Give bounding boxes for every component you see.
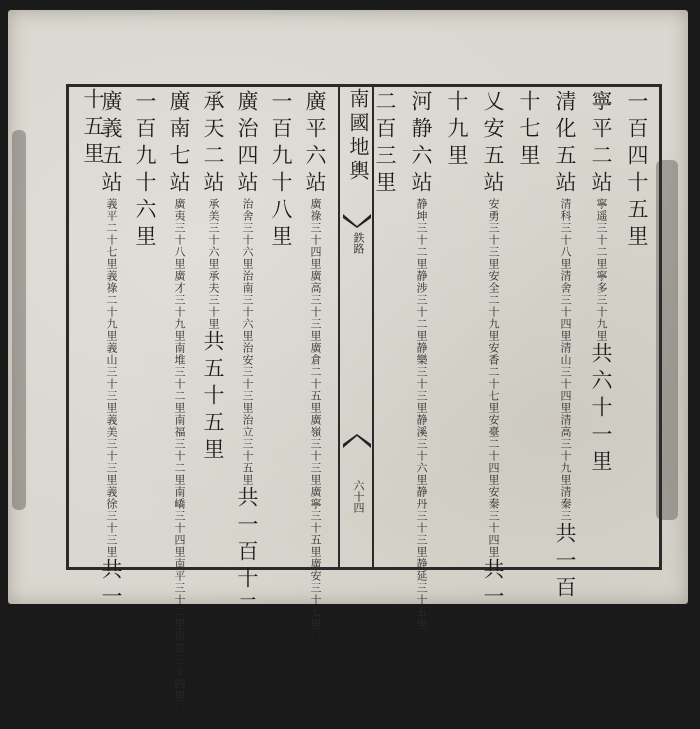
column-text-main: 乂安五站 xyxy=(481,90,505,198)
column-text-annotation: 清科三十八里清舍三十四里清山三十四里清高三十九里清秦三 xyxy=(559,198,572,522)
columns-right-6 xyxy=(410,90,431,657)
column-text-main: 十九里 xyxy=(445,90,469,171)
column-text-annotation: 寧遥三十二里寧多三十九里 xyxy=(595,198,608,342)
column-text-main: 廣治四站 xyxy=(235,90,259,198)
section-label: 鉄路 xyxy=(352,232,365,254)
column-text-main: 廣義五站 xyxy=(99,90,123,198)
page-number: 六十四 xyxy=(352,480,365,513)
column-text-annotation: 義平二十七里義祿二十九里義山三十三里義美三十三里義徐三十三里 xyxy=(105,198,118,558)
column-text-annotation: 安勇三十三里安全二十九里安香二十七里安臺二十四里安秦三十四里 xyxy=(487,198,500,558)
column-text-main: 廣平六站 xyxy=(303,90,327,198)
column-text-main: 十七里 xyxy=(517,90,541,171)
columns-left-4 xyxy=(168,90,189,729)
column-text-main: 共 xyxy=(303,630,327,657)
column-text-annotation: 治舍三十六里治南三十六里治安三十三里治立三十五里 xyxy=(241,198,254,486)
column-text-main: 共一百四 xyxy=(481,558,505,666)
columns-left-3 xyxy=(202,90,223,465)
fish-tail-ornament-upper xyxy=(342,212,372,228)
column-text-main: 共五十五里 xyxy=(201,330,225,465)
columns-right-2 xyxy=(554,90,575,630)
column-text-main: 二百三里 xyxy=(373,90,397,198)
column-text-main: 寧平二站 xyxy=(589,90,613,198)
column-text-main: 廣南七站 xyxy=(167,90,191,198)
column-text-main: 清化五站 xyxy=(553,90,577,198)
column-text-main: 河静六站 xyxy=(409,90,433,198)
columns-right-0 xyxy=(626,90,647,252)
columns-right-3 xyxy=(518,90,539,171)
columns-left-0 xyxy=(304,90,325,657)
columns-left-2 xyxy=(236,90,257,648)
edge-stain-left xyxy=(12,130,26,510)
column-text-annotation: 静坤三十二里静涉三十二里静樂三十三里静溪三十六里静丹三十三里静延三十五里 xyxy=(415,198,428,630)
column-text-main: 共一百七 xyxy=(553,522,577,630)
columns-right-7 xyxy=(374,90,395,198)
column-text-main: 共 xyxy=(409,630,433,657)
column-text-main: 共一百十二里 xyxy=(235,486,259,648)
column-text-main: 共六十一里 xyxy=(589,342,613,477)
columns-right-1 xyxy=(590,90,611,477)
column-text-annotation: 承美三十六里承夫三十里 xyxy=(207,198,220,330)
book-title: 南國地輿 xyxy=(346,88,370,184)
column-text-main: 承天二站 xyxy=(201,90,225,198)
columns-left-5 xyxy=(134,90,155,252)
columns-left-6 xyxy=(100,90,121,666)
column-text-main: 一百四十五里 xyxy=(625,90,649,252)
document-page xyxy=(8,10,688,729)
column-text-annotation: 廣祿三十四里廣高三十三里廣倉二十五里廣嶺三十三里廣寧三十五里廣安三十七里 xyxy=(309,198,322,630)
fish-tail-ornament-lower xyxy=(342,434,372,450)
columns-right-5 xyxy=(446,90,467,171)
columns-right-4 xyxy=(482,90,503,666)
column-text-annotation: 廣夷三十八里廣才三十九里南堆三十二里南福三十二里南嶠三十四里南平三十二里南雲三十四里 xyxy=(173,198,186,702)
column-text-main: 一百九十六里 xyxy=(133,90,157,252)
center-band xyxy=(338,84,374,570)
outer-column-text: 十五里 xyxy=(81,88,105,169)
column-text-main: 共 xyxy=(167,702,191,729)
column-text-main: 一百九十八里 xyxy=(269,90,293,252)
columns-left-1 xyxy=(270,90,291,252)
column-text-main: 共一百五 xyxy=(99,558,123,666)
